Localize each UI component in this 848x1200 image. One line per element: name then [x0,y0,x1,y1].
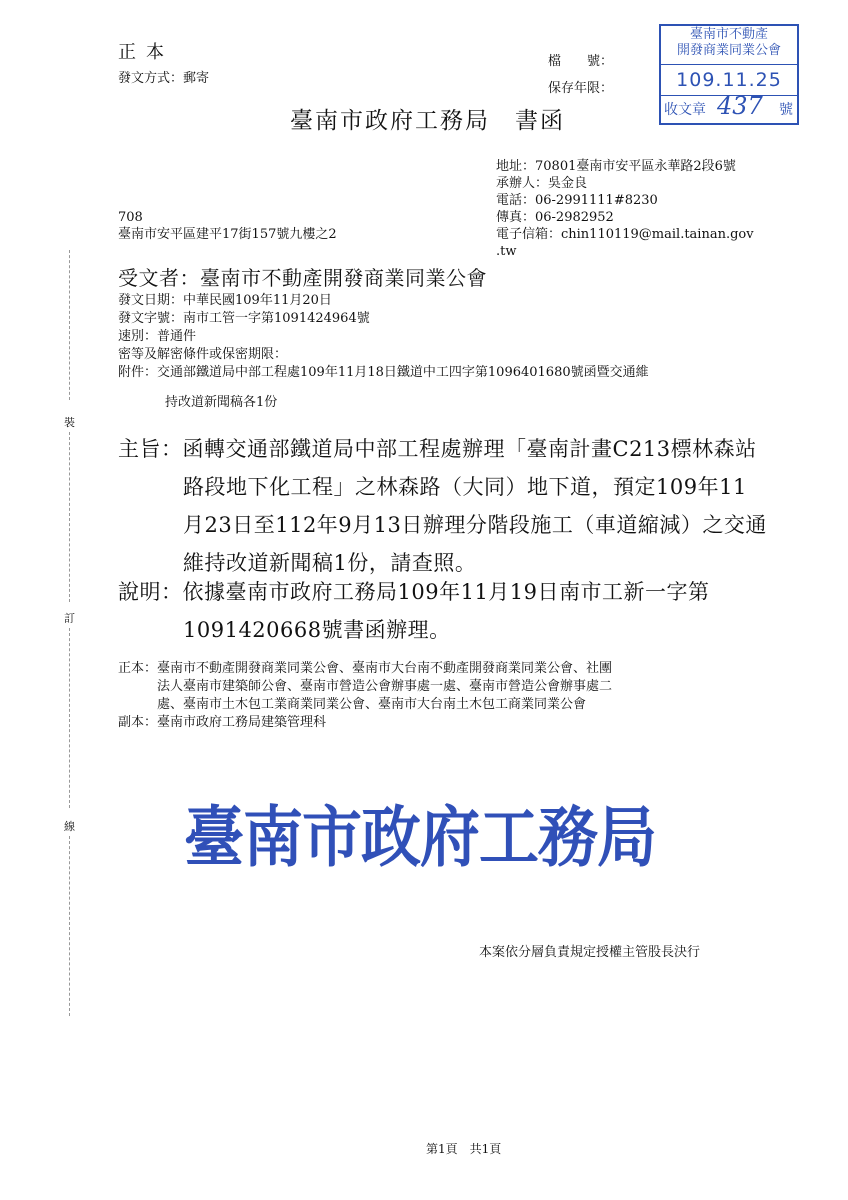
security-level: 密等及解密條件或保密期限： [118,347,288,362]
attachment: 附件：交通部鐵道局中部工程處109年11月18日鐵道中工四字第1096401680號函暨交通維 [118,365,649,380]
page-number: 第1頁 共1頁 [426,1142,502,1156]
explanation-line: 說明：依據臺南市政府工務局109年11月19日南市工新一字第 [118,580,710,604]
stamp-received-suffix: 號 [779,102,793,118]
sender-fax: 傳真：06-2982952 [496,210,614,225]
binding-line [69,836,70,1016]
binding-line [69,250,70,400]
stamp-received-number: 437 [717,92,763,120]
binding-line [69,628,70,808]
file-number-label: 檔 號： [548,54,614,69]
subject-line: 月23日至112年9月13日辦理分階段施工（車道縮減）之交通 [183,513,767,537]
authority-note: 本案依分層負責規定授權主管股長決行 [479,945,701,960]
sender-address: 地址：70801臺南市安平區永華路2段6號 [496,159,736,174]
stamp-org-line2: 開發商業同業公會 [676,43,781,58]
send-method: 發文方式：郵寄 [118,71,210,86]
subject-line: 主旨：函轉交通部鐵道局中部工程處辦理「臺南計畫C213標林森站 [118,437,757,461]
recipient-zip: 708 [118,210,143,225]
binding-mark-zhuang: 裝 [64,416,75,429]
received-stamp [659,24,799,125]
subject-line: 路段地下化工程」之林森路（大同）地下道，預定109年11 [183,475,747,499]
document-meta [118,292,649,382]
subject-section [118,430,767,582]
sender-email: 電子信箱：chin110119@mail.tainan.gov [496,227,754,242]
recipient: 受文者：臺南市不動產開發商業同業公會 [118,266,487,290]
original-recipients: 處、臺南市土木包工業商業同業公會、臺南市大台南土木包工商業同業公會 [157,697,587,712]
urgency: 速別：普通件 [118,329,197,344]
stamp-org-line1: 臺南市不動產 [689,27,768,42]
sender-handler: 承辦人：吳金良 [496,176,588,191]
attachment-cont: 持改道新聞稿各1份 [165,395,278,410]
original-recipients: 法人臺南市建築師公會、臺南市營造公會辦事處一處、臺南市營造公會辦事處二 [157,679,613,694]
sender-info [496,158,754,260]
document-title: 臺南市政府工務局 書函 [290,108,565,134]
binding-mark-xian: 線 [64,820,75,833]
stamp-date: 109.11.25 [661,64,797,96]
agency-seal: 臺南市政府工務局 [184,799,656,877]
explanation-section [118,573,710,649]
document-number: 發文字號：南市工管一字第1091424964號 [118,311,370,326]
recipient-address: 臺南市安平區建平17街157號九樓之2 [118,227,337,242]
retention-label: 保存年限： [548,81,614,96]
sender-email-cont: .tw [496,244,517,259]
copy-recipients: 副本：臺南市政府工務局建築管理科 [118,715,327,730]
issue-date: 發文日期：中華民國109年11月20日 [118,293,332,308]
distribution-section [118,660,612,732]
explanation-line: 1091420668號書函辦理。 [183,618,451,642]
binding-line [69,432,70,602]
copy-type: 正本 [118,42,174,63]
binding-mark-ding: 訂 [64,612,75,625]
sender-phone: 電話：06-2991111#8230 [496,193,658,208]
stamp-received-label: 收文章 [664,102,706,118]
subject-line: 維持改道新聞稿1份，請查照。 [183,551,477,575]
original-recipients: 正本：臺南市不動產開發商業同業公會、臺南市大台南不動產開發商業同業公會、社團 [118,661,613,676]
